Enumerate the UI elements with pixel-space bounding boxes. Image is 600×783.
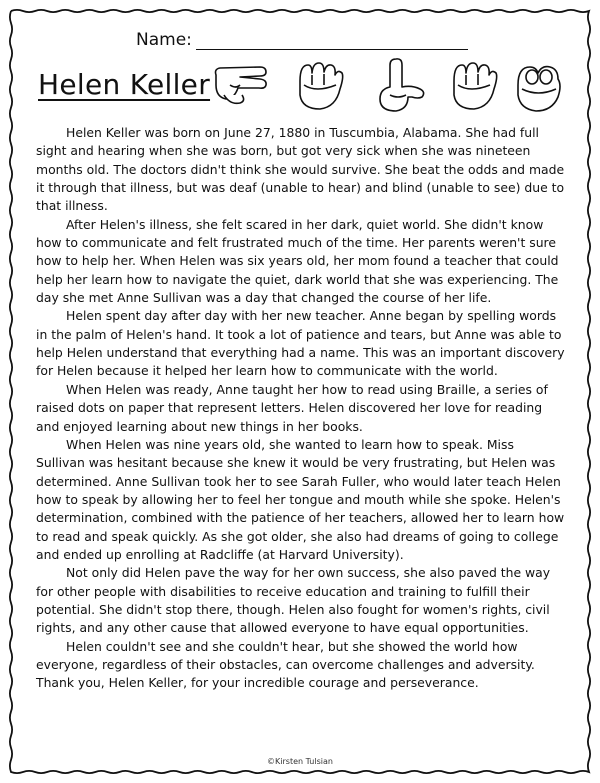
name-label: Name: — [136, 30, 192, 50]
asl-hand-l-icon — [368, 55, 434, 121]
name-field — [136, 30, 468, 50]
paragraph: After Helen's illness, she felt scared in her dark, quiet world. She didn't know how to communicate and felt frustrated much of the time. Her parents weren't sure how to help her. When Helen was six years old, her mom found a teacher that could help her learn how to navigate the quiet, dark world that she was experiencing. The day she met Anne Sullivan was a day that changed the course of her life. — [36, 216, 559, 306]
name-line[interactable] — [196, 31, 468, 50]
copyright-footer: ©Kirsten Tulsian — [267, 757, 333, 766]
asl-hand-h-icon — [210, 55, 276, 121]
paragraph: Helen Keller was born on June 27, 1880 in Tuscumbia, Alabama. She had full sight and hearing when she was born, but got very sick when she was nineteen months old. The doctors didn't think she would survive. She beat the odds and made it through that illness, but was deaf (unable to hear) and blind (unable to see) due to that illness. — [36, 125, 565, 214]
asl-hand-e-icon — [440, 55, 506, 121]
paragraph: Helen spent day after day with her new teacher. Anne began by spelling words in the palm of Helen's hand. It took a lot of patience and tears, but Anne was able to help Helen understand that everything had a name. This was an important discovery for Helen because it helped her learn how to communicate with the world. — [36, 308, 565, 379]
asl-hand-n-icon — [506, 55, 572, 121]
paragraph: Helen couldn't see and she couldn't hear, but she showed the world how everyone, regardless of their obstacles, can overcome challenges and adversity. Thank you, Helen Keller, for your incredible courage and perseverance. — [36, 638, 535, 691]
article-body — [36, 124, 566, 693]
paragraph: When Helen was ready, Anne taught her how to read using Braille, a series of raised dots on paper that represent letters. Helen discovered her love for reading and enjoyed learning about new things in her books. — [36, 381, 548, 434]
page-title: Helen Keller — [38, 68, 211, 101]
paragraph: When Helen was nine years old, she wanted to learn how to speak. Miss Sullivan was hesitant because she knew it would be very frustrating, but Helen was determined. Anne Sullivan took her to see Sarah Fuller, who would later teach Helen how to speak by allowing her to feel her tongue and mouth while she spoke. Helen's determination, combined with the patience of her teachers, allowed her to learn how to read and speak quickly. As she got older, she also had dreams of going to college and ended up enrolling at Radcliffe (at Harvard University). — [36, 436, 565, 562]
paragraph: Not only did Helen pave the way for her own success, she also paved the way for other people with disabilities to receive education and training to fulfill their potential. She didn't stop there, though. Helen also fought for women's rights, civil rights, and any other cause that allowed everyone to have equal opportunities. — [36, 565, 551, 636]
asl-hand-e-icon — [286, 55, 352, 121]
